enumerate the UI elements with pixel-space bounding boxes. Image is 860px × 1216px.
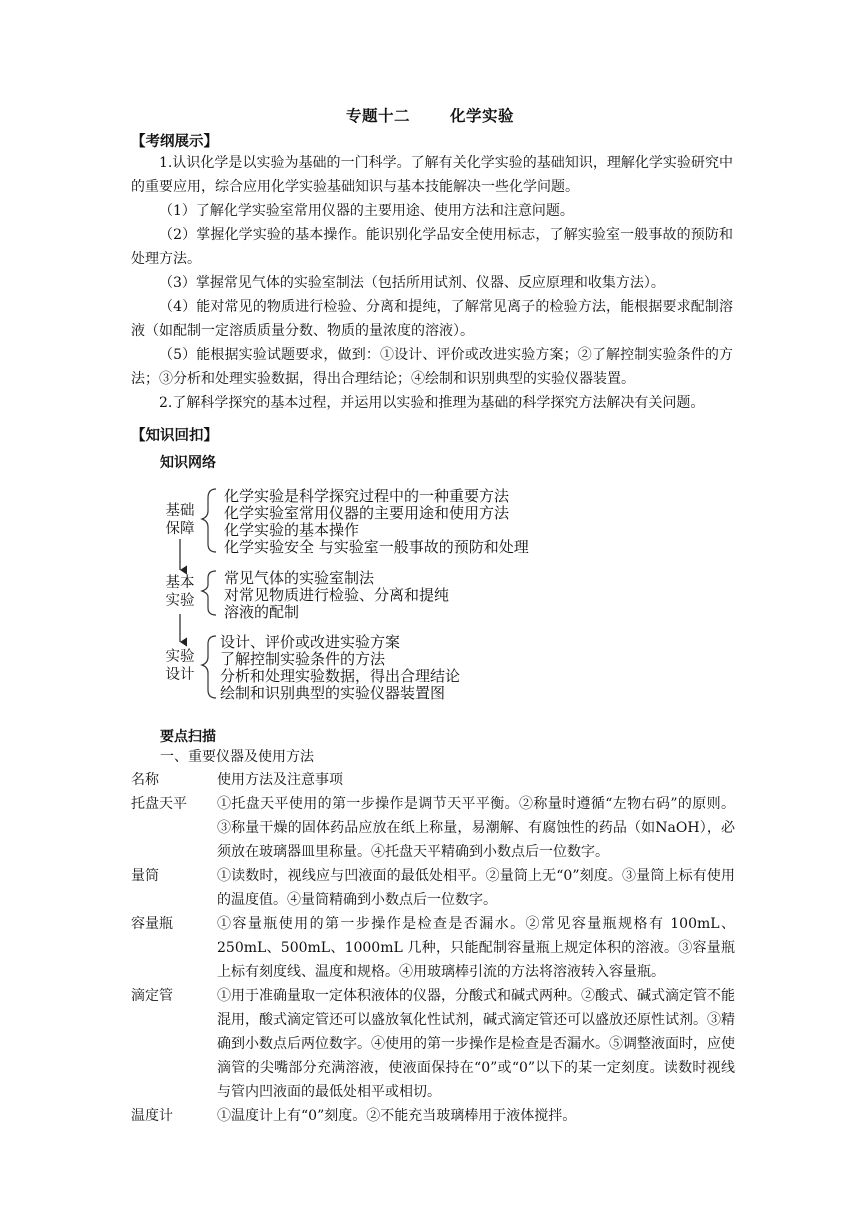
column-header-name: 名称 [131, 772, 159, 788]
knowledge-network-diagram [150, 482, 590, 712]
instrument-name: 温度计 [131, 1108, 173, 1124]
network-item: 绘制和识别典型的实验仪器装置图 [220, 684, 446, 702]
table-row [131, 864, 735, 912]
instrument-usage: ①托盘天平使用的第一步操作是调节天平平衡。②称量时遵循“左物右码”的原则。③称量干燥的固体药品应放在纸上称量，易潮解、有腐蚀性的药品（如NaOH），必须放在玻璃器皿里称量。④托盘天平精确到小数点后一位数字。 [217, 796, 735, 860]
outline-item-4: （4）能对常见的物质进行检验、分离和提纯，了解常见离子的检验方法，能根据要求配制溶液（如配制一定溶质质量分数、物质的量浓度的溶液）。 [131, 299, 733, 339]
table-row [131, 1104, 735, 1128]
group-label-experiment-design: 实验 设计 [165, 649, 195, 683]
outline-paragraph-1: 1.认识化学是以实验为基础的一门科学。了解有关化学实验的基础知识，理解化学实验研究中的重要应用，综合应用化学实验基础知识与基本技能解决一些化学问题。 [131, 155, 733, 195]
outline-item-2: （2）掌握化学实验的基本操作。能识别化学品安全使用标志，了解实验室一般事故的预防和处理方法。 [131, 227, 733, 267]
network-item: 对常见物质进行检验、分离和提纯 [224, 586, 450, 604]
network-item: 分析和处理实验数据，得出合理结论 [220, 667, 461, 685]
instrument-usage: ①读数时，视线应与凹液面的最低处相平。②量筒上无“0”刻度。③量筒上标有使用的温度值。④量筒精确到小数点后一位数字。 [217, 868, 735, 908]
outline-item-1: （1）了解化学实验室常用仪器的主要用途、使用方法和注意问题。 [159, 203, 574, 219]
instrument-name: 量筒 [131, 868, 159, 884]
brace-1 [202, 489, 216, 552]
group-label-basic-experiment: 基本 实验 [165, 575, 195, 609]
table-header-row [131, 768, 735, 792]
title-sub: 化学实验 [450, 106, 515, 125]
outline-item-3: （3）掌握常见气体的实验室制法（包括所用试剂、仪器、反应原理和收集方法）。 [159, 275, 665, 291]
outline-heading: 【考纲展示】 [131, 133, 218, 150]
network-item: 化学实验室常用仪器的主要用途和使用方法 [224, 504, 510, 522]
title-main: 专题十二 [345, 106, 410, 125]
brace-3 [202, 636, 216, 698]
instrument-usage: ①用于准确量取一定体积液体的仪器，分酸式和碱式两种。②酸式、碱式滴定管不能混用，酸式滴定管还可以盛放氧化性试剂，碱式滴定管还可以盛放还原性试剂。③精确到小数点后两位数字。④使用的第一步操作是检查是否漏水。⑤调整液面时，应使滴管的尖嘴部分充满溶液，使液面保持在“0”或“0”以下的某一定刻度。读数时视线与管内凹液面的最低处相平或相切。 [217, 988, 735, 1100]
table-row [131, 792, 735, 864]
table-row [131, 912, 735, 984]
network-item: 常见气体的实验室制法 [224, 569, 375, 587]
network-item: 溶液的配制 [224, 603, 300, 621]
instrument-usage: ①容量瓶使用的第一步操作是检查是否漏水。②常见容量瓶规格有 100mL、250mL、500mL、1000mL 几种，只能配制容量瓶上规定体积的溶液。③容量瓶上标有刻度线、温度和规格。④用玻璃棒引流的方法将溶液转入容量瓶。 [217, 916, 735, 980]
network-item: 化学实验是科学探究过程中的一种重要方法 [224, 487, 510, 505]
scan-heading: 要点扫描 [160, 729, 216, 745]
instrument-name: 滴定管 [131, 988, 173, 1004]
network-item: 化学实验安全 与实验室一般事故的预防和处理 [224, 538, 529, 556]
network-item: 化学实验的基本操作 [224, 521, 360, 539]
group-label-basic-guarantee: 基础 保障 [165, 503, 195, 537]
outline-item-5: （5）能根据实验试题要求，做到：①设计、评价或改进实验方案；②了解控制实验条件的方法；③分析和处理实验数据，得出合理结论；④绘制和识别典型的实验仪器装置。 [131, 347, 733, 387]
column-header-usage: 使用方法及注意事项 [217, 772, 343, 788]
instrument-table [131, 768, 735, 1128]
review-heading: 【知识回扣】 [131, 427, 218, 444]
instrument-name: 容量瓶 [131, 916, 173, 932]
network-item: 了解控制实验条件的方法 [220, 650, 386, 668]
outline-paragraph-2: 2.了解科学探究的基本过程，并运用以实验和推理为基础的科学探究方法解决有关问题。 [159, 395, 705, 411]
network-heading: 知识网络 [160, 455, 216, 471]
brace-2 [202, 571, 216, 615]
scan-subheading: 一、重要仪器及使用方法 [160, 749, 314, 765]
instrument-usage: ①温度计上有“0”刻度。②不能充当玻璃棒用于液体搅拌。 [217, 1108, 577, 1124]
instrument-name: 托盘天平 [131, 796, 187, 812]
page-title [0, 104, 860, 126]
table-row [131, 984, 735, 1104]
network-item: 设计、评价或改进实验方案 [220, 633, 401, 651]
